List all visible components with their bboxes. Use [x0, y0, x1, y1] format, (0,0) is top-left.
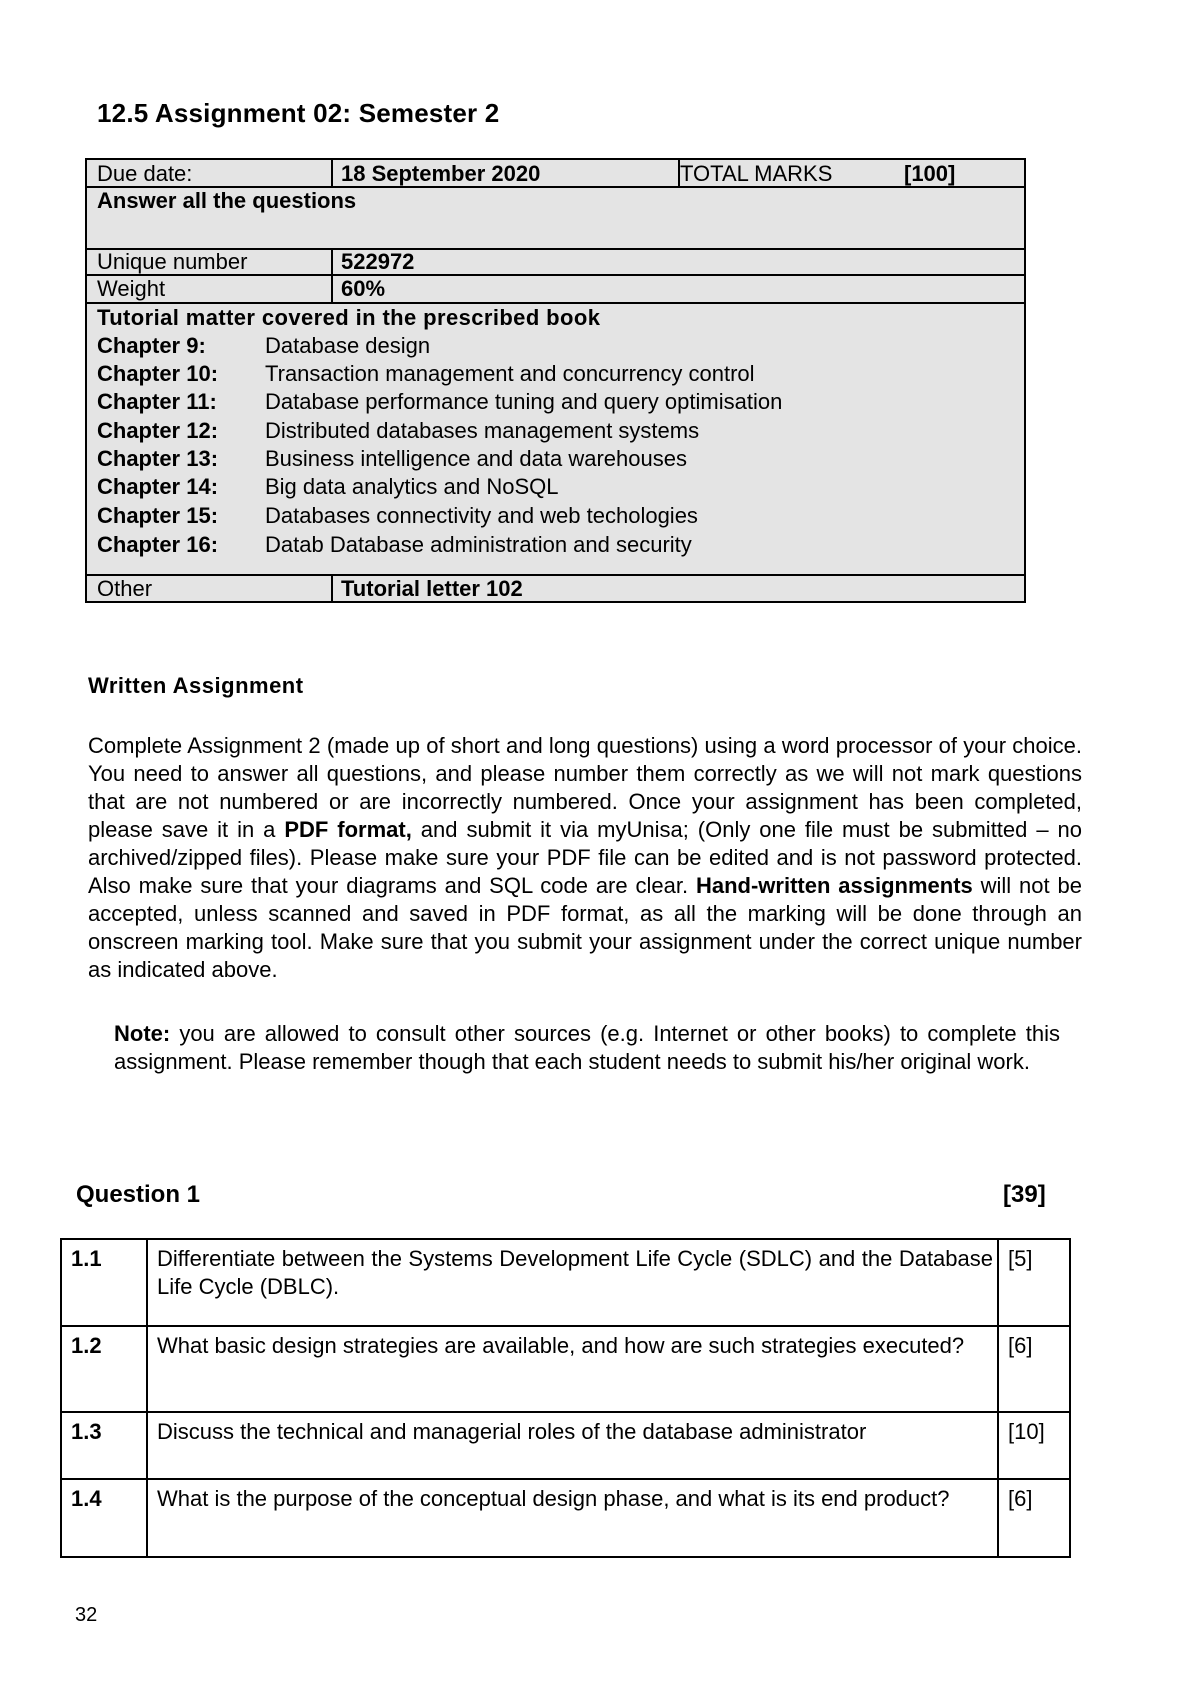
other-value: Tutorial letter 102 [341, 576, 523, 601]
table-row [61, 1326, 1070, 1412]
section-title: 12.5 Assignment 02: Semester 2 [97, 98, 500, 128]
other-label: Other [97, 576, 153, 601]
instructions-paragraph [88, 732, 1082, 984]
question-number: 1.1 [61, 1239, 147, 1326]
table-row [61, 1239, 1070, 1326]
unique-number-label: Unique number [97, 249, 248, 274]
question-number: 1.3 [61, 1412, 147, 1479]
weight-label: Weight [97, 276, 166, 301]
chapter-number: Chapter 13: [97, 446, 219, 471]
hand-written-emphasis: Hand-written assignments [695, 873, 973, 898]
chapter-number: Chapter 11: [97, 389, 217, 414]
note-paragraph [114, 1020, 1060, 1075]
question-number: 1.4 [61, 1479, 147, 1557]
due-date-label: Due date: [97, 161, 193, 186]
chapter-title: Datab Database administration and security [265, 532, 692, 557]
row-divider [87, 302, 1024, 304]
chapter-number: Chapter 16: [97, 532, 219, 557]
question-heading: Question 1 [76, 1181, 201, 1208]
question-table [60, 1238, 1071, 1558]
question-marks: [5] [998, 1239, 1070, 1326]
chapter-number: Chapter 9: [97, 333, 206, 358]
answer-all-instruction: Answer all the questions [97, 188, 357, 213]
page-number: 32 [75, 1604, 98, 1626]
assignment-info-table [85, 158, 1026, 603]
chapter-title: Business intelligence and data warehouses [265, 446, 687, 471]
weight-value: 60% [341, 276, 386, 301]
question-text: What basic design strategies are available, and how are such strategies executed? [147, 1326, 998, 1412]
chapter-title: Database design [265, 333, 431, 358]
question-marks: [6] [998, 1479, 1070, 1557]
note-label: Note: [114, 1021, 171, 1046]
chapter-title: Transaction management and concurrency control [265, 361, 755, 386]
row-divider [87, 574, 1024, 576]
column-divider [331, 574, 333, 603]
written-assignment-heading: Written Assignment [88, 673, 304, 698]
note-text: you are allowed to consult other sources (e.g. Internet or other books) to complete this assignment. Please remember though that each student needs to submit his/her original work. [114, 1021, 1060, 1074]
tutorial-matter-heading: Tutorial matter covered in the prescribed book [97, 305, 601, 330]
chapter-number: Chapter 14: [97, 474, 219, 499]
chapter-number: Chapter 15: [97, 503, 219, 528]
table-row [61, 1479, 1070, 1557]
total-marks-value: [100] [904, 161, 956, 186]
pdf-format-emphasis: PDF format, [284, 817, 412, 842]
chapter-title: Big data analytics and NoSQL [265, 474, 559, 499]
chapter-title: Databases connectivity and web techologies [265, 503, 698, 528]
question-total-marks: [39] [1003, 1181, 1046, 1208]
chapter-title: Database performance tuning and query optimisation [265, 389, 783, 414]
column-divider [331, 160, 333, 186]
question-marks: [6] [998, 1326, 1070, 1412]
instructions-text: will not be accepted, unless scanned and saved in PDF format, as all the marking will be done through an onscreen marking tool. Make sure that you submit your assignment under the correct unique number as indicated above. [88, 873, 1082, 982]
instructions-text: Complete Assignment 2 (made up of short and long questions) using a word processor of your choice. You need to answer all questions, and please number them correctly as we will not mark questions that are not numbered or are incorrectly numbered. Once your assignment has been completed, please save it in a [88, 733, 1082, 842]
due-date-value: 18 September 2020 [341, 161, 541, 186]
question-text: Differentiate between the Systems Development Life Cycle (SDLC) and the Database Life Cycle (DBLC). [147, 1239, 998, 1326]
instructions-text: and submit it via myUnisa; (Only one file must be submitted – no archived/zipped files). Please make sure your PDF file can be edited and is not password protected. Also make sure that your diagrams and SQL code are clear. [88, 817, 1082, 898]
chapter-number: Chapter 12: [97, 418, 219, 443]
total-marks-label: TOTAL MARKS [680, 161, 833, 186]
unique-number-value: 522972 [341, 249, 415, 274]
question-text: Discuss the technical and managerial roles of the database administrator [147, 1412, 998, 1479]
chapter-title: Distributed databases management systems [265, 418, 700, 443]
column-divider [331, 248, 333, 302]
question-marks: [10] [998, 1412, 1070, 1479]
question-text: What is the purpose of the conceptual design phase, and what is its end product? [147, 1479, 998, 1557]
chapter-number: Chapter 10: [97, 361, 219, 386]
question-number: 1.2 [61, 1326, 147, 1412]
table-row [61, 1412, 1070, 1479]
